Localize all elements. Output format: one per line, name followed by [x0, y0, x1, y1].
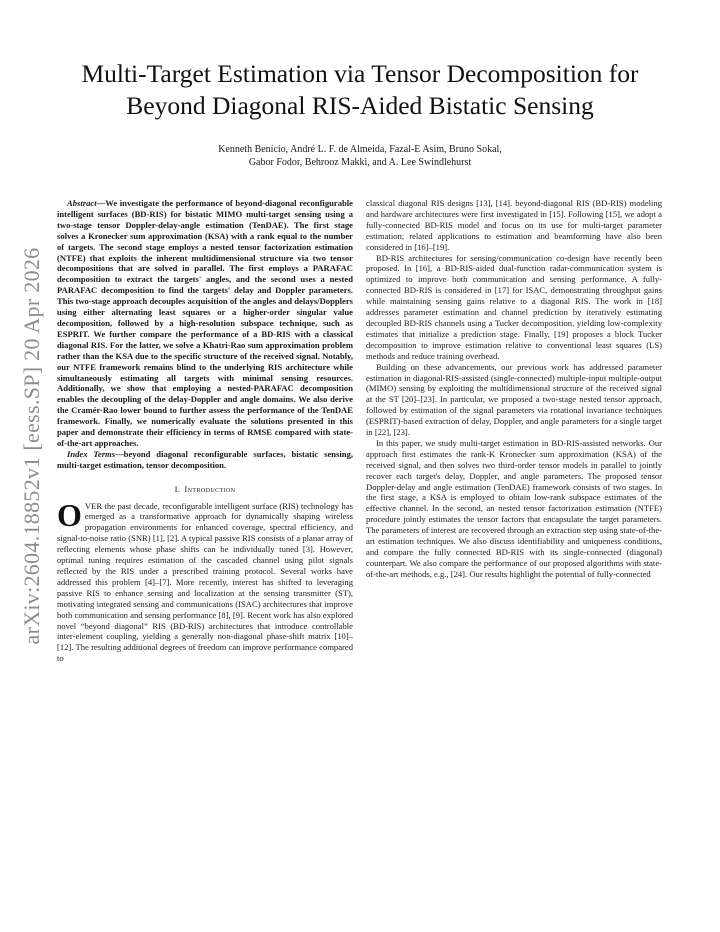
right-paragraph-4: In this paper, we study multi-target estimation in BD-RIS-assisted networks. Our approach first estimates the rank-K Kronecker sum approximation (KSA) of the received signal, and then solves two third-order tensor models in parallel to jointly recover each target's delay, Doppler, and angle parameters. The proposed tensor Doppler-delay and angle estimation (TenDAE) framework consists of two stages. In the first stage, a KSA is employed to obtain low-rank subspace estimates of the effective channel. In the second, an nested tensor factorization estimation (NTFE) procedure jointly estimates the tensor factors that encapsulate the target parameters. The parameters of interest are recovered through an extraction step using state-of-the-art estimation techniques. We also discuss identifiability and uniqueness conditions, and compare the fully connected BD-RIS with its single-connected (diagonal) counterpart. We also compare the performance of our proposed algorithms with state-of-the-art methods, e.g., [24]. Our results highlight the potential of fully-connected [366, 437, 662, 579]
left-column [57, 198, 353, 664]
abstract-label: Abstract [67, 198, 97, 208]
paper-title: Multi-Target Estimation via Tensor Decomposition for Beyond Diagonal RIS-Aided Bistatic Sensing [81, 59, 639, 120]
right-paragraph-1: classical diagonal RIS designs [13], [14]. beyond-diagonal RIS (BD-RIS) modeling and hardware architectures were first investigated in [15]. Following [15], we adopt a fully-connected BD-RIS model and focus on its use for multi-target parameter estimation; related applications to estimation and beamforming have also been considered in [16]–[19]. [366, 198, 662, 252]
abstract-text: —We investigate the performance of beyond-diagonal reconfigurable intelligent surfaces (BD-RIS) for bistatic MIMO multi-target sensing using a two-stage tensor Doppler-delay-angle estimation (TenDAE). The first stage solves a Kronecker sum approximation (KSA) with a rank equal to the number of targets. The second stage employs a nested tensor factorization estimation (NTFE) that exploits the inherent multidimensional structure via two tensor decompositions that are solved in parallel. The first employs a PARAFAC decomposition to extract the targets' angles, and the second uses a nested PARAFAC decomposition to find the targets' delay and Doppler parameters. This two-stage approach decouples acquisition of the angles and delays/Dopplers using either alternating least squares or a higher-order singular value decomposition, followed by a high-resolution subspace technique, such as ESPRIT. We further compare the performance of a BD-RIS with a classical diagonal RIS. For the latter, we solve a Khatri-Rao sum approximation problem rather than the KSA due to the specific structure of the received signal. Notably, our NTFE framework remains blind to the underlying RIS architecture while simultaneously estimating all targets with minimal sensing resources. Additionally, we show that employing a nested-PARAFAC decomposition enables the decoupling of the delay-Doppler and angle domains. We also derive the Cramér-Rao lower bound to further assess the performance of the TenDAE framework. Finally, we numerically evaluate the solutions presented in this paper and demonstrate their efficiency in terms of RMSE compared with state-of-the-art approaches. [57, 198, 353, 448]
right-column [366, 198, 662, 580]
section-heading-introduction [57, 484, 353, 495]
index-terms [57, 449, 353, 471]
intro-paragraph-1 [57, 496, 353, 665]
right-paragraph-2: BD-RIS architectures for sensing/communication co-design have recently been proposed. In [16], a BD-RIS-aided dual-function radar-communication system is optimized to improve both communication and sensing performance. A fully-connected BD-RIS is considered in [17] for ISAC, demonstrating throughput gains while maintaining sensing gains relative to a diagonal RIS. The work in [18] addresses parameter estimation and channel prediction by iteratively estimating decoupled BD-RIS channels using a Tucker decomposition, yielding low-complexity estimates that initialize a prediction stage. Finally, [19] proposes a block Tucker decomposition to improve estimation relative to conventional least squares (LS) methods and reduce training overhead. [366, 252, 662, 361]
authors-line-1: Kenneth Benício, André L. F. de Almeida, Fazal-E Asim, Bruno Sokal, [218, 144, 502, 155]
section-number: I. [174, 483, 181, 494]
abstract [57, 198, 353, 449]
author-list [60, 143, 660, 169]
authors-line-2: Gabor Fodor, Behrooz Makki, and A. Lee Swindlehurst [248, 157, 472, 168]
arxiv-identifier-stamp [14, 247, 50, 645]
index-terms-label: Index Terms [67, 448, 116, 459]
drop-cap: O [57, 496, 82, 533]
section-title: Introduction [184, 483, 236, 494]
index-terms-text: —beyond diagonal reconfigurable surfaces, bistatic sensing, multi-target estimation, tensor decomposition. [57, 448, 354, 470]
arxiv-identifier-text: arXiv:2604.18852v1 [eess.SP] 20 Apr 2026 [19, 247, 44, 645]
right-paragraph-3: Building on these advancements, our previous work has addressed parameter estimation in diagonal-RIS-assisted (single-connected) multiple-input multiple-output (MIMO) sensing by exploiting the multidimensional structure of the received signal at the ST [20]–[23]. In particular, we proposed a two-stage nested tensor approach, followed by estimation of the signal parameters via rotational invariance techniques (ESPRIT)-based extraction of delay, Doppler, and angle parameters for a single target in [22], [23]. [366, 361, 662, 438]
intro-lead-word: VER [84, 500, 103, 511]
intro-paragraph-1-text: the past decade, reconfigurable intelligent surface (RIS) technology has emerged as a transformative approach for dynamically shaping wireless propagation environments for enhanced coverage, spectral efficiency, and signal-to-noise ratio (SNR) [1], [2]. A typical passive RIS consists of a planar array of reflecting elements whose phase shifts can be individually tuned [3]. However, optimal tuning requires estimation of the cascaded channel using pilot signals reflected by the RIS under a prescribed training protocol. Several works have addressed this problem [4]–[7]. More recently, interest has shifted to leveraging passive RIS to enhance sensing and localization at the sensing transmitter (ST), motivating integrated sensing and communications (ISAC) architectures that improve both communication and sensing performance [8], [9]. Recent work has also explored novel “beyond diagonal” RIS (BD-RIS) architectures that introduce controllable inter-element coupling, yielding a generally non-diagonal phase-shift matrix [10]–[12]. The resulting additional degrees of freedom can improve performance compared to [57, 500, 353, 664]
